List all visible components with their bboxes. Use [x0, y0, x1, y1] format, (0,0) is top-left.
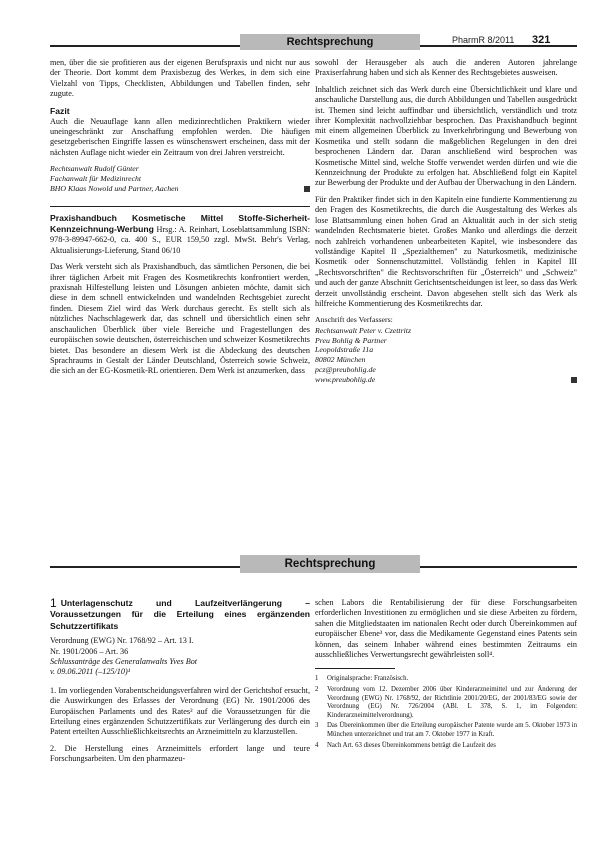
signature-line: BHO Klaas Nowold und Partner, Aachen	[50, 184, 310, 194]
section-banner: Rechtsprechung	[240, 555, 420, 573]
footnote: 3 Das Übereinkommen über die Erteilung europäischer Patente wurde am 5. Oktober 1973 in München unterzeichnet und trat am 7. Oktober 1977 in Kraft.	[315, 722, 577, 738]
right-column	[315, 58, 577, 385]
case-heading	[50, 598, 310, 632]
right-paragraph-2: Inhaltlich zeichnet sich das Werk durch eine Übersichtlichkeit und klare und anschauliche Darstellung aus, die durch Abbildungen und Tabellen ausgedrückt ist. Themen sind leicht auffindbar und übersichtlich, verständlich und trotz ihrer Komplexität nachvollziehbar besprochen. Das Praxishandbuch beginnt mit einem allgemeinen Überblick zu Inverkehrbringung und Bewerbung von Kosmetika und stellt sodann die maßgeblichen Regelungen in den drei besprochenen Ländern dar. Daran anschließend wird besprochen was Kosmetische Mittel sind, welche Stoffe verwendet werden dürfen und wie die Kennzeichnung der Produkte zu erfolgen hat. Abschließend folgt ein Kapitel zur Bewerbung der Produkte und der Aufbau der Überwachung in den Ländern.	[315, 84, 577, 188]
case-right-column	[315, 598, 577, 752]
case-left-column	[50, 598, 310, 771]
header-rule-right	[420, 45, 577, 47]
address-line: Preu Bohlig & Partner	[315, 335, 387, 345]
divider	[50, 206, 310, 207]
footnote: 4 Nach Art. 63 dieses Übereinkommens beträgt die Laufzeit des	[315, 741, 496, 749]
review-title: Praxishandbuch Kosmetische Mittel Stoffe-Sicherheit-Kennzeichnung-Werbung	[50, 212, 310, 235]
footnote: 2 Verordnung vom 12. Dezember 2006 über Kinderarzneimittel und zur Änderung der Verordnung (EWG) Nr. 1768/92, der Richtlinie 2001/20/EG, der 2001/83/EG sowie der Verordnung (EG) Nr. 726/2004 (ABl. L 378, S. 1, im Folgenden: Kinderarzneimittelverordnung).	[315, 686, 577, 719]
header-journal: PharmR 8/2011	[452, 35, 515, 45]
address-heading: Anschrift des Verfassers:	[315, 315, 393, 325]
fazit-heading: Fazit	[50, 105, 70, 116]
case-opinion-date: v. 09.06.2011 (–125/10)¹	[50, 667, 131, 677]
header-rule-left	[50, 45, 240, 47]
left-column	[50, 58, 310, 383]
case-citation-2: Nr. 1901/2006 – Art. 36	[50, 646, 129, 656]
case-paragraph-2: 2. Die Herstellung eines Arzneimittels erfordert lange und teure Forschungsarbeiten. Um den pharmazeu-	[50, 743, 310, 764]
signature-line: Rechtsanwalt Rudolf Günter	[50, 164, 139, 174]
case-title: Unterlagenschutz und Laufzeitverlängerung – Voraussetzungen für die Erteilung eines ergänzenden Schutzzertifikats	[50, 598, 310, 631]
address-web	[315, 375, 577, 385]
review-meta: Hrsg.: A. Reinhart, Loseblattsammlung ISBN: 978-3-89947-662-0, ca. 400 S., EUR 159,50 zzgl. MwSt. Behr's Verlag, Aktualisierungs-Lieferung, Stand 06/10	[50, 225, 310, 255]
case-citation: Verordnung (EWG) Nr. 1768/92 – Art. 13 I.	[50, 636, 194, 646]
intro-paragraph: men, über die sie profitieren aus der eigenen Berufspraxis und nicht nur aus der Theorie. Dort kommt dem Praxisbezug des Werkes, in dem sich eine Vielzahl von Tipps, Checklisten, Abbildungen und Tabellen finden, sehr zugute.	[50, 58, 310, 99]
address-line: Leopoldstraße 11a	[315, 345, 374, 355]
right-paragraph-3: Für den Praktiker findet sich in den Kapiteln eine fundierte Kommentierung zu den Fragen des Kosmetikrechts, die durch die Ausgestaltung des Werkes als lose Blattsammlung einen hohen Grad an Aktualität auch in der sich stetig wandelnden Rechtsmaterie bietet. Großes Manko und allerdings die derzeit noch zahlreich vorhandenen unbearbeiteten Kapitel, wie insbesondere das vollständige Kapitel II „Spezialthemen" zu Naturkosmetik, medizinische Kosmetik oder Sonnenschutzmittel. Vollständig fehlen in Kapitel III „Rechtsvorschriften" die Rechtsvorschriften für „Österreich" und „Schweiz" und auch der ganze Abschnitt Gerichtsentscheidungen ist leer, so dass das Werk derzeit unvollständig erscheint. Davon abgesehen stellt sich das Werk als hilfreiche Kommentierung des Kosmetikrechts dar.	[315, 194, 577, 308]
reviewer-signature	[50, 164, 310, 193]
case-number: 1	[50, 596, 57, 610]
fazit-paragraph: Auch die Neuauflage kann allen medizinrechtlichen Praktikern wieder uneingeschränkt zur Anschaffung empfohlen werden. Die häufigen gesetzgeberischen Eingriffe lassen es wünschenswert erscheinen, dass mit der nächsten Auflage nicht wieder ein Zeitraum von drei Jahren verstreicht.	[50, 116, 310, 157]
signature-line: Fachanwalt für Medizinrecht	[50, 174, 142, 184]
end-mark-icon	[571, 377, 577, 383]
address-website-link[interactable]: www.preubohlig.de	[315, 374, 376, 384]
footnote: 1 Originalsprache: Französisch.	[315, 675, 409, 683]
header-section-tab: Rechtsprechung	[240, 34, 420, 50]
case-opinion: Schlussanträge des Generalanwalts Yves Bot	[50, 657, 198, 667]
right-paragraph-1: sowohl der Herausgeber als auch die anderen Autoren jahrelange Praxiserfahrung haben und sich als Kenner des Rechtsgebietes ausweisen.	[315, 58, 577, 78]
review-header	[50, 213, 310, 257]
address-line: 80802 München	[315, 355, 366, 365]
case-right-paragraph: schen Labors die Rentabilisierung der für diese Forschungsarbeiten erforderlichen Investitionen zu ermöglichen und sie diese Arbeiten zu fördern, sahen die Mitgliedstaaten im nationalen Recht oder durch Übereinkommen auf europäischer Ebene³ vor, dass die Medikamente Gegenstand eines Patents sein können, das seinem Inhaber während eines bestimmten Zeitraums ein ausschließliches Verwertungsrecht gewährleisten soll⁴.	[315, 598, 577, 660]
footnote-divider	[315, 668, 395, 669]
address-line: Rechtsanwalt Peter v. Czettritz	[315, 325, 412, 335]
author-address	[315, 315, 577, 384]
end-mark-icon	[304, 186, 310, 192]
case-paragraph-1: 1. Im vorliegenden Vorabentscheidungsverfahren wird der Gerichtshof ersucht, die Auswirkungen des Erlasses der Verordnung (EG) Nr. 1901/2006 des Europäischen Parlaments und des Rates² auf die Voraussetzungen für die Erteilung eines ergänzenden Schutzzertifikats zur Verlängerung des durch ein Patent erteilten Ausschließlichkeitsrechts an Arzneimitteln zu klarzustellen.	[50, 685, 310, 737]
footnotes	[315, 675, 577, 750]
header-page-number: 321	[532, 34, 551, 46]
review-paragraph: Das Werk versteht sich als Praxishandbuch, das sämtlichen Personen, die bei ihrer täglichen Arbeit mit Fragen des Kosmetikrechts konfrontiert werden, praxisnah Hilfestellung leisten und Lösungen anbieten möchte, damit sich diese in dem schnell entwickelnden und wandelnden Rechtsgebiet zurecht finden. Diesem Ziel wird das Werk durchaus gerecht. Es stellt sich als nützliches Nachschlagewerk dar, das schnell und übersichtlich einen sehr anschaulichen Überblick über viele Bereiche und Fragestellungen des europäischen sowie deutschen, österreichischen und schweizer Kosmetikrechts bietet. Das besondere an diesem Werk ist die Abdeckung des deutschen Sprachraums in Gestalt der Länder Deutschland, Österreich sowie Schweiz, die sich an der EG-Kosmetik-RL orientieren. Dem Werk ist anzumerken, dass	[50, 262, 310, 376]
address-email[interactable]: pcz@preubohlig.de	[315, 364, 376, 374]
